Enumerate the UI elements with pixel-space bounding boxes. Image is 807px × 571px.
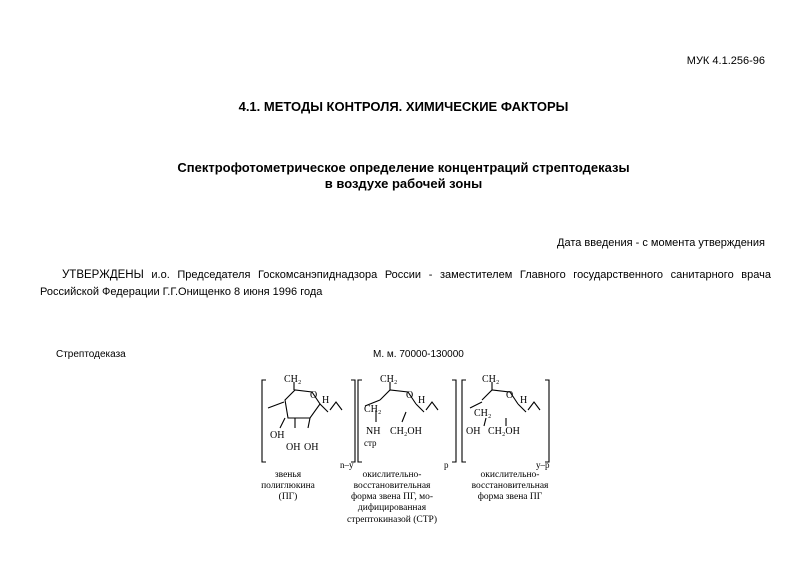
unit2-sub-1: CH₂ — [364, 404, 382, 415]
structural-formula — [230, 372, 570, 537]
title-line-1: Спектрофотометрическое определение концентраций стрептодеказы — [177, 160, 630, 175]
unit3-bracket-right — [545, 380, 549, 462]
unit1-bond-left — [268, 402, 284, 408]
approval-paragraph — [40, 267, 771, 301]
unit3-caption-3: форма звена ПГ — [477, 492, 543, 502]
unit2-subscript: p — [444, 460, 449, 470]
unit3-ring-o: O — [506, 390, 514, 401]
unit2-sub-2: NH — [366, 426, 381, 437]
unit1-caption-1: звенья — [274, 470, 302, 480]
unit2-ring-h: H — [418, 395, 426, 406]
unit1-caption-3: (ПГ) — [278, 492, 298, 502]
page-title — [0, 160, 807, 192]
unit1-ring-h: H — [322, 395, 330, 406]
unit2-sub-4: CH₂OH — [390, 426, 422, 437]
unit2-sub-3: стр — [364, 438, 377, 448]
unit3-sub-1: CH₂ — [474, 408, 492, 419]
unit3-caption-1: окислительно- — [480, 470, 540, 480]
unit3-sub-2: OH — [466, 426, 481, 437]
structural-formula-svg — [230, 372, 570, 537]
effective-date: Дата введения - с момента утверждения — [557, 237, 765, 249]
section-title: 4.1. МЕТОДЫ КОНТРОЛЯ. ХИМИЧЕСКИЕ ФАКТОРЫ — [238, 99, 569, 114]
unit3-sub-3: CH₂OH — [488, 426, 520, 437]
unit1-subscript: n–y — [340, 460, 354, 470]
unit2-top-group: CH₂ — [380, 374, 398, 385]
unit1-bracket-right — [351, 380, 355, 462]
molecular-mass: М. м. 70000-130000 — [373, 349, 464, 360]
unit1-ring-o: O — [310, 390, 318, 401]
unit1-sub-3: OH — [304, 442, 319, 453]
unit1-caption-2: полиглюкина — [261, 481, 315, 491]
unit1-bracket-left — [262, 380, 266, 462]
approved-text: и.о. Председателя Госкомсанэпиднадзора России - заместителем Главного государственного санитарного врача Российской Федерации Г.Г.Онищенко 8 июня 1996 года — [40, 269, 771, 298]
unit2-bracket-left — [358, 380, 362, 462]
unit3-bond-down — [484, 418, 506, 426]
unit2-caption-4: дифицированная — [357, 503, 427, 513]
unit1-sub-1: OH — [270, 430, 285, 441]
unit2-bond-down — [402, 412, 406, 422]
unit1-sub-2: OH — [286, 442, 301, 453]
unit3-caption-2: восстановительная — [471, 481, 549, 491]
unit3-bracket-left — [462, 380, 466, 462]
document-number: МУК 4.1.256-96 — [686, 55, 765, 67]
unit2-bracket-right — [452, 380, 456, 462]
unit3-ring-h: H — [520, 395, 528, 406]
unit3-subscript: y–p — [536, 460, 550, 470]
unit2-ring-o: O — [406, 390, 414, 401]
unit2-caption-5: стрептокиназой (СТР) — [347, 515, 437, 525]
unit2-caption-3: форма звена ПГ, мо- — [350, 492, 434, 502]
substance-name: Стрептодеказа — [56, 349, 126, 360]
unit1-bond-down — [280, 418, 310, 428]
unit1-top-group: CH₂ — [284, 374, 302, 385]
approved-caps: УТВЕРЖДЕНЫ — [62, 269, 144, 281]
unit2-caption-1: окислительно- — [362, 470, 422, 480]
title-line-2: в воздухе рабочей зоны — [324, 176, 483, 191]
unit2-caption-2: восстановительная — [353, 481, 431, 491]
unit3-top-group: CH₂ — [482, 374, 500, 385]
